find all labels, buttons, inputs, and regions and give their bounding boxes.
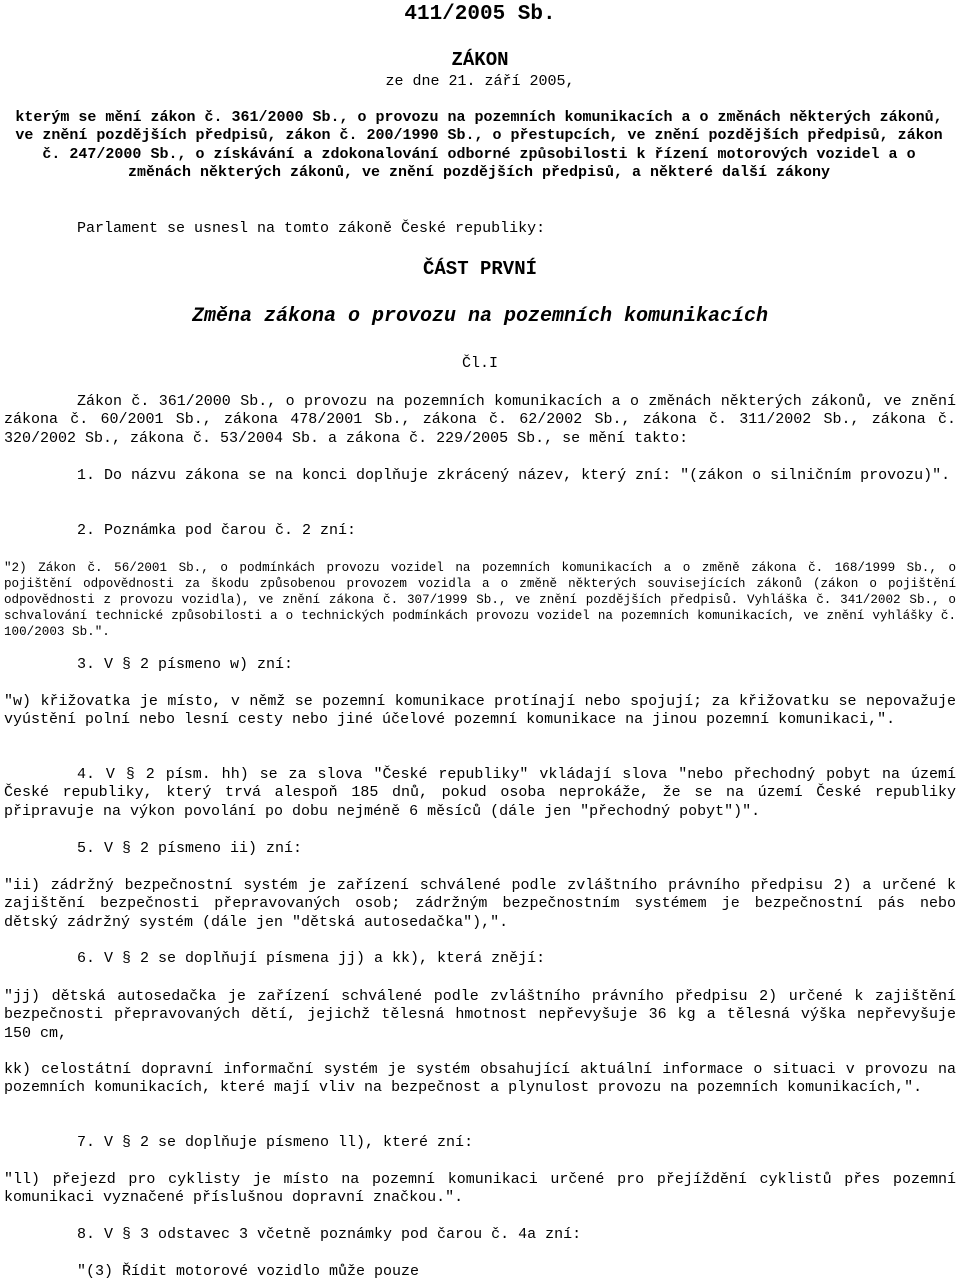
preamble: Parlament se usnesl na tomto zákoně České republiky: [77, 220, 546, 237]
item-4: 4. V § 2 písm. hh) se za slova "České republiky" vkládají slova "nebo přechodný pobyt na území České republiky, který trvá alespoň 185 dnů, pokud osoba neprokáže, že se na území České republiky připravuje na výkon povolání po dobu nejméně 6 měsíců (dále jen "přechodný pobyt")". [4, 766, 956, 820]
document-type: ZÁKON [451, 49, 509, 71]
article-number: Čl.I [461, 355, 498, 372]
item-1: 1. Do názvu zákona se na konci doplňuje zkrácený název, který zní: "(zákon o silničním provozu)". [77, 467, 951, 484]
item-2-heading: 2. Poznámka pod čarou č. 2 zní: [77, 522, 357, 539]
item-3-heading: 3. V § 2 písmeno w) zní: [77, 656, 294, 673]
intro-paragraph: Zákon č. 361/2000 Sb., o provozu na pozemních komunikacích a o změnách některých zákonů, ve znění zákona č. 60/2001 Sb., zákona 478/2001 Sb., zákona č. 62/2002 Sb., zákona č. 311/2002 Sb., zákona č. 320/2002 Sb., zákona č. 53/2004 Sb. a zákona č. 229/2005 Sb., se mění takto: [4, 393, 956, 447]
document-subject: kterým se mění zákon č. 361/2000 Sb., o provozu na pozemních komunikacích a o změnách některých zákonů, ve znění pozdějších předpisů, zákon č. 200/1990 Sb., o přestupcích, ve znění pozdějších předpisů, zákon č. 247/2000 Sb., o získávání a zdokonalování odborné způsobilosti k řízení motorových vozidel a o změnách některých zákonů, ve znění pozdějších předpisů, a některé další zákony [15, 109, 943, 181]
item-3-text: "w) křižovatka je místo, v němž se pozemní komunikace protínají nebo spojují; za křižovatku se nepovažuje vyústění polní nebo lesní cesty nebo jiné účelové pozemní komunikace na jinou pozemní komunikaci,". [4, 693, 956, 729]
document-date: ze dne 21. září 2005, [385, 73, 575, 90]
item-5-text: "ii) zádržný bezpečnostní systém je zařízení schválené podle zvláštního právního předpisu 2) a určené k zajištění bezpečnosti přepravovaných osob; zádržným bezpečnostním systémem je bezpečnostní pás nebo dětský zádržný systém (dále jen "dětská autosedačka"),". [4, 877, 956, 931]
item-6-text-jj: "jj) dětská autosedačka je zařízení schválené podle zvláštního právního předpisu 2) určené k zajištění bezpečnosti přepravovaných dětí, jejichž tělesná hmotnost nepřevyšuje 36 kg a tělesná výška nepřevyšuje 150 cm, [4, 988, 956, 1042]
item-6-heading: 6. V § 2 se doplňují písmena jj) a kk), která znějí: [77, 950, 546, 967]
part-heading: ČÁST PRVNÍ [422, 258, 538, 280]
item-7-heading: 7. V § 2 se doplňuje písmeno ll), které zní: [77, 1134, 474, 1151]
item-6-text-kk: kk) celostátní dopravní informační systém je systém obsahující aktuální informace o situaci v provozu na pozemních komunikacích, které mají vliv na bezpečnost a plynulost provozu na pozemních komunikacích,". [4, 1061, 956, 1097]
item-8-text: "(3) Řídit motorové vozidlo může pouze [77, 1263, 420, 1280]
item-2-footnote: "2) Zákon č. 56/2001 Sb., o podmínkách provozu vozidel na pozemních komunikacích a o změně zákona č. 168/1999 Sb., o pojištění odpovědnosti za škodu způsobenou provozem vozidla a o změně některých souvisejících zákonů (zákon o pojištění odpovědnosti z provozu vozidla), ve znění zákona č. 307/1999 Sb., ve znění pozdějších předpisů. Vyhláška č. 341/2002 Sb., o schvalování technické způsobilosti a o technických podmínkách provozu vozidel na pozemních komunikacích, ve znění vyhlášky č. 100/2003 Sb.". [4, 561, 956, 639]
item-7-text: "ll) přejezd pro cyklisty je místo na pozemní komunikaci určené pro přejíždění cyklistů přes pozemní komunikaci vyznačené příslušnou dopravní značkou.". [4, 1171, 956, 1207]
document-number: 411/2005 Sb. [404, 3, 556, 26]
item-5-heading: 5. V § 2 písmeno ii) zní: [77, 840, 303, 857]
part-title: Změna zákona o provozu na pozemních komunikacích [191, 305, 769, 328]
item-8-heading: 8. V § 3 odstavec 3 včetně poznámky pod čarou č. 4a zní: [77, 1226, 582, 1243]
